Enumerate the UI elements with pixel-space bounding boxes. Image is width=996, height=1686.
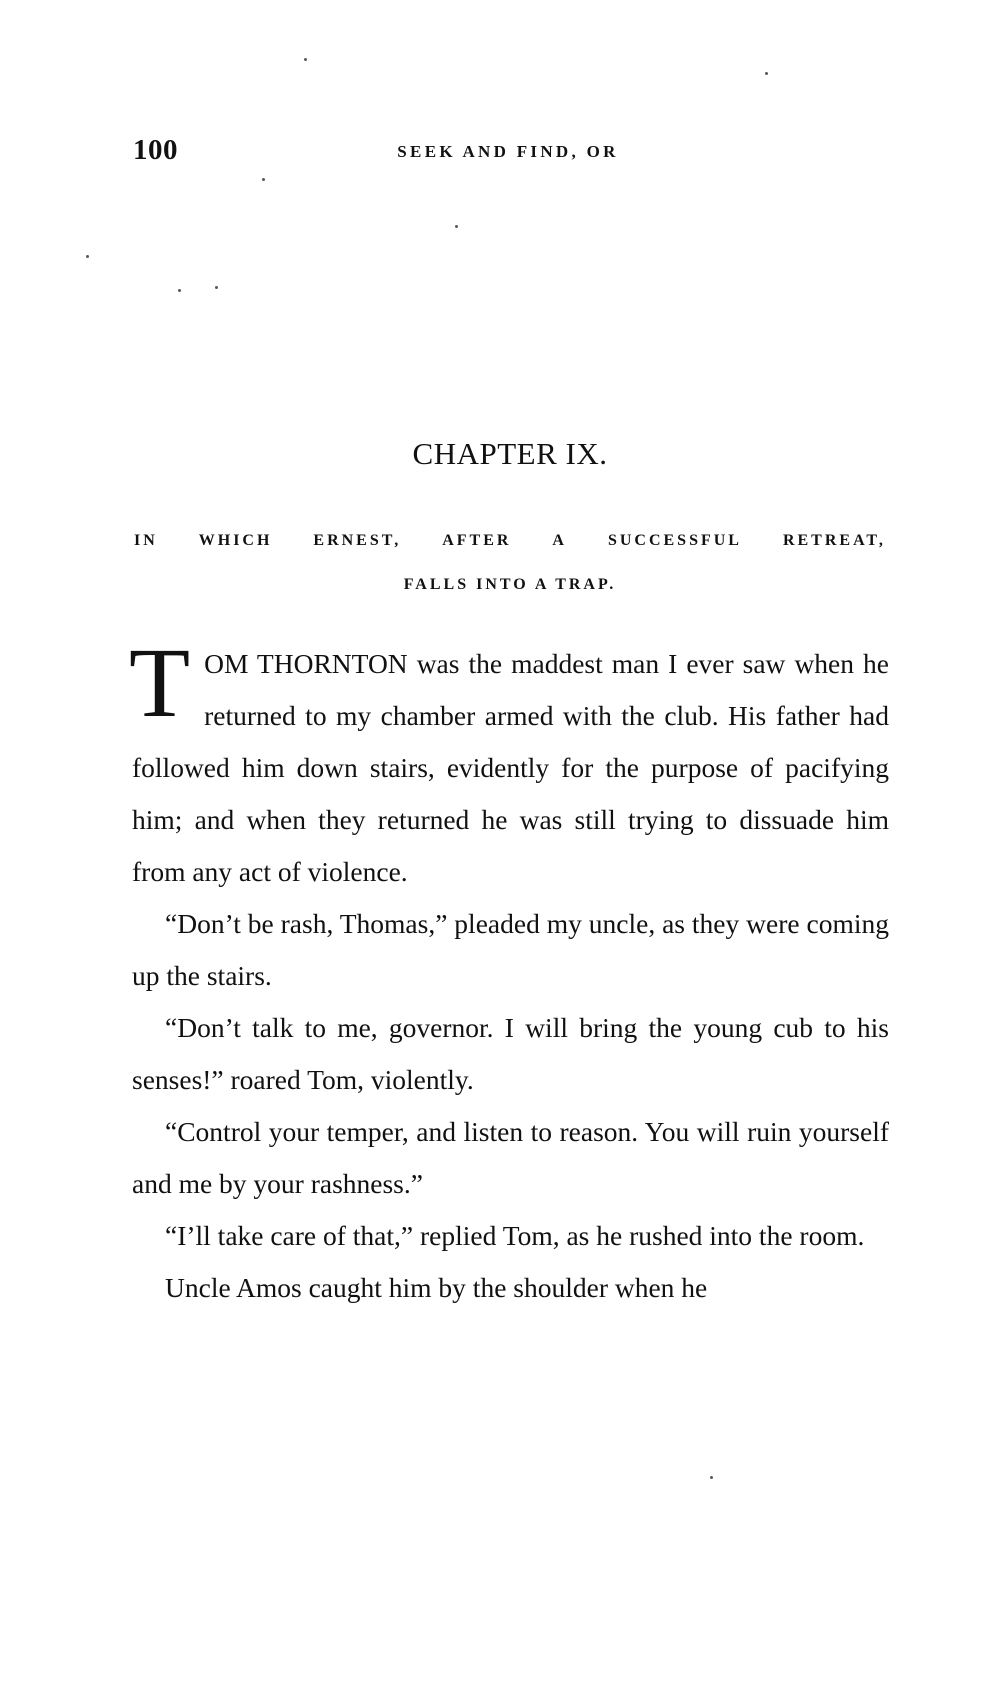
scan-speck bbox=[304, 58, 307, 61]
scan-speck bbox=[455, 225, 458, 228]
paragraph-2: “Don’t be rash, Thomas,” pleaded my uncle, as they were coming up the stairs. bbox=[132, 908, 889, 991]
page-number: 100 bbox=[133, 134, 178, 166]
scan-speck bbox=[215, 286, 218, 289]
scan-speck bbox=[262, 178, 265, 181]
subtitle-word: A bbox=[552, 532, 567, 549]
scan-speck bbox=[86, 255, 89, 258]
paragraph-1 bbox=[129, 627, 889, 898]
paragraph-3: “Don’t talk to me, governor. I will bring the young cub to his senses!” roared Tom, violently. bbox=[132, 1012, 889, 1095]
paragraph-5: “I’ll take care of that,” replied Tom, as he rushed into the room. bbox=[165, 1220, 865, 1251]
paragraph-6: Uncle Amos caught him by the shoulder when he bbox=[165, 1272, 708, 1303]
subtitle-word: IN bbox=[134, 532, 158, 549]
subtitle-word: ERNEST, bbox=[313, 532, 402, 549]
paragraph-4: “Control your temper, and listen to reason. You will ruin yourself and me by your rashness.” bbox=[132, 1116, 889, 1199]
subtitle-word: WHICH bbox=[198, 532, 273, 549]
paragraph-1-text: OM THORNTON was the maddest man I ever saw when he returned to my chamber armed with the club. His father had followed him down stairs, evidently for the purpose of pacifying him; and when they returned he was still trying to dissuade him from any act of violence. bbox=[132, 648, 889, 887]
subtitle-word: RETREAT, bbox=[782, 532, 886, 549]
scan-speck bbox=[710, 1476, 713, 1479]
body-text bbox=[129, 627, 889, 1314]
scan-speck bbox=[178, 289, 181, 292]
chapter-title: CHAPTER IX. bbox=[412, 436, 608, 471]
drop-cap: T bbox=[129, 627, 191, 738]
running-title: SEEK AND FIND, OR bbox=[397, 142, 619, 161]
scan-speck bbox=[765, 72, 768, 75]
chapter-subtitle-line-2: FALLS INTO A TRAP. bbox=[403, 576, 617, 593]
chapter-subtitle-line-1 bbox=[134, 532, 886, 550]
subtitle-word: AFTER bbox=[442, 532, 512, 549]
subtitle-word: SUCCESSFUL bbox=[607, 532, 742, 549]
page-header bbox=[133, 134, 883, 182]
